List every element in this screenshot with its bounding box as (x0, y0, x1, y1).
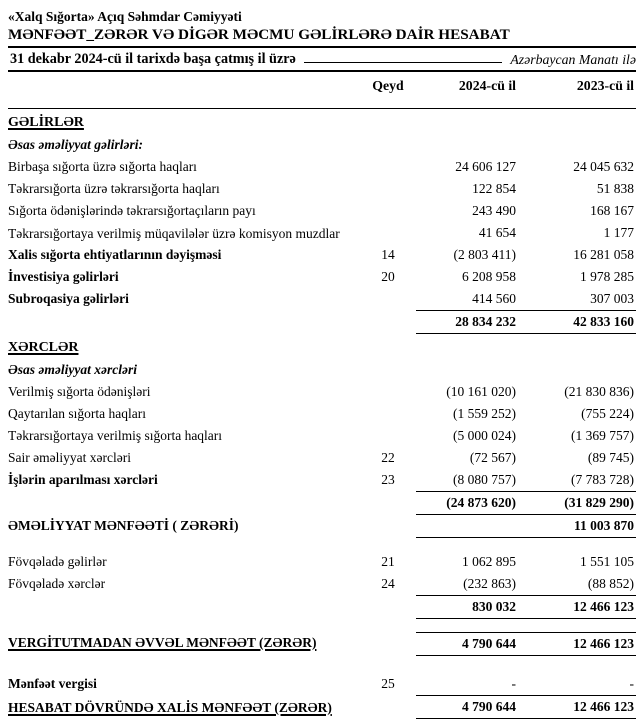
period-row (8, 48, 636, 72)
value-2024: (1 559 252) (453, 406, 516, 421)
amounts-group (416, 310, 636, 334)
value-2024: (5 000 024) (453, 428, 516, 443)
value-2023: (1 369 757) (571, 428, 634, 443)
value-2024: (232 863) (463, 576, 516, 591)
amounts-group (416, 112, 636, 134)
amounts-group (416, 244, 636, 266)
column-header-amounts (416, 78, 636, 94)
amounts-group (416, 551, 636, 573)
value-2023: 307 003 (590, 291, 634, 306)
table-row (8, 403, 636, 425)
row-label: Əsas əməliyyat xərcləri (8, 362, 137, 377)
row-label: Verilmiş sığorta ödənişləri (8, 384, 151, 399)
amounts-group (416, 381, 636, 403)
row-label: Əsas əməliyyat gəlirləri: (8, 137, 143, 152)
row-label: Fövqəladə gəlirlər (8, 554, 107, 569)
note-cell (360, 381, 416, 403)
note-cell: 24 (381, 576, 395, 591)
value-2023: 51 838 (596, 181, 634, 196)
value-2024: 4 790 644 (462, 699, 516, 714)
note-cell: 25 (381, 676, 395, 691)
table-row (8, 222, 636, 244)
amounts-group (416, 359, 636, 381)
value-2024: 122 854 (472, 181, 516, 196)
value-2024: (10 161 020) (446, 384, 516, 399)
subheading-row (8, 134, 636, 156)
row-label: Subroqasiya gəlirləri (8, 291, 129, 306)
note-cell (360, 632, 416, 656)
value-2023: 168 167 (590, 203, 634, 218)
table-row (8, 156, 636, 178)
value-2023: 1 978 285 (580, 269, 634, 284)
table-row (8, 447, 636, 469)
row-label: Təkrarsığortaya verilmiş müqavilələr üzrə komisyon muzdlar (8, 226, 340, 241)
note-cell (360, 696, 416, 719)
value-2023: 1 177 (603, 225, 634, 240)
row-label (8, 310, 360, 334)
value-2023: - (629, 676, 634, 691)
row-label: XƏRCLƏR (8, 340, 79, 355)
subtotal-row (8, 310, 636, 334)
amounts-group (416, 178, 636, 200)
amounts-group (416, 696, 636, 719)
section-heading-row (8, 337, 636, 359)
currency-note: Azərbaycan Manatı ilə (510, 52, 636, 67)
note-cell: 20 (381, 269, 395, 284)
value-2024: 6 208 958 (462, 269, 516, 284)
table-row (8, 469, 636, 491)
value-2023: 1 551 105 (580, 554, 634, 569)
value-2024: 28 834 232 (455, 314, 516, 329)
value-2023: 11 003 870 (573, 518, 634, 533)
note-cell (360, 222, 416, 244)
note-cell: 22 (381, 450, 395, 465)
value-2023: 16 281 058 (573, 247, 634, 262)
note-cell (360, 112, 416, 134)
row-label: Birbaşa sığorta üzrə sığorta haqları (8, 159, 197, 174)
table-row (8, 573, 636, 595)
row-label: Fövqəladə xərclər (8, 576, 106, 591)
value-2024: 243 490 (472, 203, 516, 218)
value-2024: (8 080 757) (453, 472, 516, 487)
note-cell (360, 200, 416, 222)
amounts-group (416, 573, 636, 595)
table-row (8, 551, 636, 573)
row-label: GƏLİRLƏR (8, 115, 84, 130)
amounts-group (416, 632, 636, 656)
value-2024: (2 803 411) (453, 247, 516, 262)
value-2024: 24 606 127 (455, 159, 516, 174)
table-row (8, 266, 636, 288)
row-label: ƏMƏLİYYAT MƏNFƏƏTİ ( ZƏRƏRİ) (8, 518, 239, 533)
row-label: İşlərin aparılması xərcləri (8, 472, 158, 487)
note-cell (360, 288, 416, 310)
value-2023: 42 833 160 (573, 314, 634, 329)
value-2024: - (511, 676, 516, 691)
amounts-group (416, 403, 636, 425)
note-cell (360, 156, 416, 178)
column-header-2024: 2024-cü il (458, 78, 516, 93)
section-heading-row (8, 112, 636, 134)
amounts-group (416, 425, 636, 447)
row-label: İnvestisiya gəlirləri (8, 269, 119, 284)
row-label: VERGİTUTMADAN ƏVVƏL MƏNFƏƏT (ZƏRƏR) (8, 635, 317, 650)
table-row (8, 515, 636, 538)
column-header-note: Qeyd (372, 78, 404, 93)
leader-line (304, 61, 502, 63)
amounts-group (416, 288, 636, 310)
note-cell (360, 403, 416, 425)
value-2023: 24 045 632 (573, 159, 634, 174)
row-label: Sair əməliyyat xərcləri (8, 450, 131, 465)
amounts-group (416, 447, 636, 469)
row-label: Xalis sığorta ehtiyatlarının dəyişməsi (8, 247, 222, 262)
statement-rows (8, 109, 636, 719)
amounts-group (416, 266, 636, 288)
column-header-spacer (8, 78, 360, 94)
period-text: 31 dekabr 2024-cü il tarixdə başa çatmış il üzrə (10, 51, 296, 67)
value-2024: 414 560 (472, 291, 516, 306)
amounts-group (416, 222, 636, 244)
value-2023: (89 745) (587, 450, 634, 465)
amounts-group (416, 337, 636, 359)
amounts-group (416, 469, 636, 491)
value-2024: (72 567) (469, 450, 516, 465)
note-cell (360, 595, 416, 619)
value-2023: (88 852) (587, 576, 634, 591)
note-cell (360, 491, 416, 515)
value-2023: (7 783 728) (571, 472, 634, 487)
note-cell: 14 (381, 247, 395, 262)
table-row (8, 244, 636, 266)
value-2023: (31 829 290) (564, 495, 634, 510)
value-2024: 1 062 895 (462, 554, 516, 569)
amounts-group (416, 134, 636, 156)
row-label: Təkrarsığortaya verilmiş sığorta haqları (8, 428, 223, 443)
note-cell (360, 134, 416, 156)
value-2024: 41 654 (478, 225, 516, 240)
table-row (8, 673, 636, 696)
table-row (8, 632, 636, 656)
row-label: HESABAT DÖVRÜNDƏ XALİS MƏNFƏƏT (ZƏRƏR) (8, 700, 332, 715)
value-2023: (755 224) (581, 406, 634, 421)
row-label: Sığorta ödənişlərində təkrarsığortaçıların payı (8, 203, 256, 218)
note-cell: 21 (381, 554, 395, 569)
value-2023: 12 466 123 (573, 599, 634, 614)
amounts-group (416, 515, 636, 538)
amounts-group (416, 595, 636, 619)
amounts-group (416, 491, 636, 515)
subtotal-row (8, 595, 636, 619)
table-row (8, 381, 636, 403)
value-2023: (21 830 836) (564, 384, 634, 399)
statement-title: MƏNFƏƏT_ZƏRƏR VƏ DİGƏR MƏCMU GƏLİRLƏRƏ DAİR HESABAT (8, 25, 636, 48)
note-cell (360, 359, 416, 381)
note-cell (360, 425, 416, 447)
amounts-group (416, 156, 636, 178)
value-2023: 12 466 123 (573, 636, 634, 651)
note-cell (360, 310, 416, 334)
row-label: Təkrarsığorta üzrə təkrarsığorta haqları (8, 181, 220, 196)
table-row (8, 696, 636, 719)
note-cell (360, 178, 416, 200)
subtotal-row (8, 491, 636, 515)
note-cell: 23 (381, 472, 395, 487)
value-2024: 830 032 (472, 599, 516, 614)
row-label: Qaytarılan sığorta haqları (8, 406, 146, 421)
column-header-2023: 2023-cü il (576, 78, 634, 93)
amounts-group (416, 673, 636, 696)
amounts-group (416, 200, 636, 222)
table-row (8, 178, 636, 200)
row-label: Mənfəət vergisi (8, 676, 97, 691)
company-name: «Xalq Sığorta» Açıq Səhmdar Cəmiyyəti (8, 9, 242, 24)
note-cell (360, 515, 416, 538)
row-label (8, 595, 360, 619)
row-label (8, 491, 360, 515)
table-row (8, 425, 636, 447)
value-2024: 4 790 644 (462, 636, 516, 651)
table-row (8, 288, 636, 310)
value-2024: (24 873 620) (446, 495, 516, 510)
note-cell (360, 337, 416, 359)
column-headers (8, 72, 636, 94)
table-row (8, 200, 636, 222)
value-2023: 12 466 123 (573, 699, 634, 714)
subheading-row (8, 359, 636, 381)
